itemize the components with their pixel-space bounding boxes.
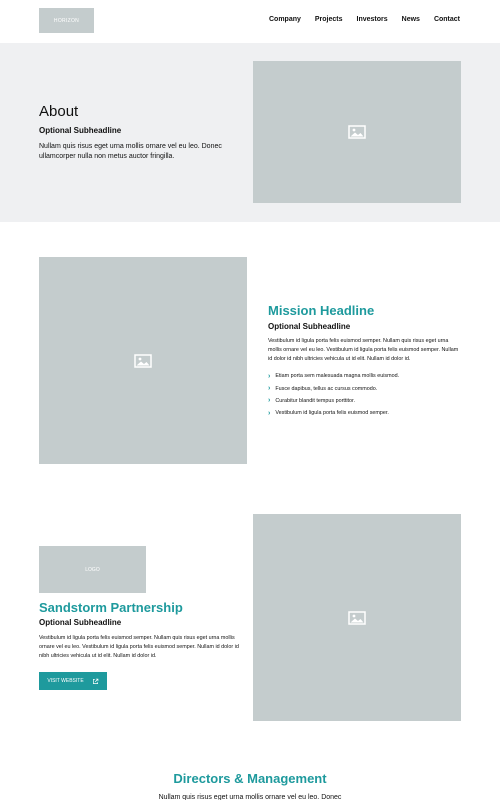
brand-logo[interactable]: HORIZON	[39, 8, 94, 33]
directors-title: Directors & Management	[173, 771, 327, 786]
image-placeholder-icon	[348, 125, 366, 139]
list-item: › Curabitur blandit tempus porttitor.	[268, 397, 356, 405]
mission-title: Mission Headline	[268, 303, 375, 318]
chevron-right-icon: ›	[268, 385, 271, 393]
mission-image-placeholder	[39, 257, 247, 464]
image-placeholder-icon	[348, 611, 366, 625]
nav-item-contact[interactable]: Contact	[433, 16, 460, 23]
visit-website-button[interactable]	[39, 672, 107, 690]
mission-bullet-list	[268, 370, 399, 420]
partner-logo: LOGO	[39, 546, 146, 593]
partnership-body: Vestibulum id ligula porta felis euismod semper. Nullam quis risus eget urna mollis ornare vel eu leo. Vestibulum id ligula porta felis euismod semper. Nullam id dolor id nibh ultricies vehicula ut id elit. Nullam id dolor id.	[39, 635, 239, 659]
about-title: About	[39, 103, 79, 120]
nav-item-projects[interactable]: Projects	[314, 16, 343, 23]
list-item: › Fusce dapibus, tellus ac cursus commodo.	[268, 385, 378, 393]
image-placeholder-icon	[134, 354, 152, 368]
mission-body: Vestibulum id ligula porta felis euismod semper. Nullam quis risus eget urna mollis ornare vel eu leo. Vestibulum id ligula porta felis euismod semper. Nullam id dolor id nibh ultricies vehicula ut id elit. Nullam id dolor id.	[268, 338, 459, 362]
about-image-placeholder	[253, 61, 461, 203]
chevron-right-icon: ›	[268, 409, 271, 417]
main-nav	[269, 16, 460, 23]
directors-body: Nullam quis risus eget urna mollis ornare vel eu leo. Donec	[158, 794, 342, 800]
mission-subheadline: Optional Subheadline	[268, 322, 351, 331]
nav-item-company[interactable]: Company	[268, 16, 301, 23]
about-body: Nullam quis risus eget urna mollis ornare vel eu leo. Donec ullamcorper nulla non metus auctor fringilla.	[39, 143, 222, 160]
external-link-icon	[92, 678, 99, 685]
list-item: › Etiam porta sem malesuada magna mollis euismod.	[268, 372, 400, 380]
site-header	[0, 0, 500, 43]
about-subheadline: Optional Subheadline	[39, 126, 122, 135]
partnership-title: Sandstorm Partnership	[39, 600, 183, 615]
nav-item-investors[interactable]: Investors	[356, 16, 388, 23]
visit-website-label: VISIT WEBSITE	[47, 678, 84, 684]
list-item: › Vestibulum id ligula porta felis euismod semper.	[268, 409, 389, 417]
partnership-subheadline: Optional Subheadline	[39, 618, 122, 627]
partnership-image-placeholder	[253, 514, 461, 721]
nav-item-news[interactable]: News	[401, 16, 420, 23]
chevron-right-icon: ›	[268, 372, 271, 380]
chevron-right-icon: ›	[268, 397, 271, 405]
